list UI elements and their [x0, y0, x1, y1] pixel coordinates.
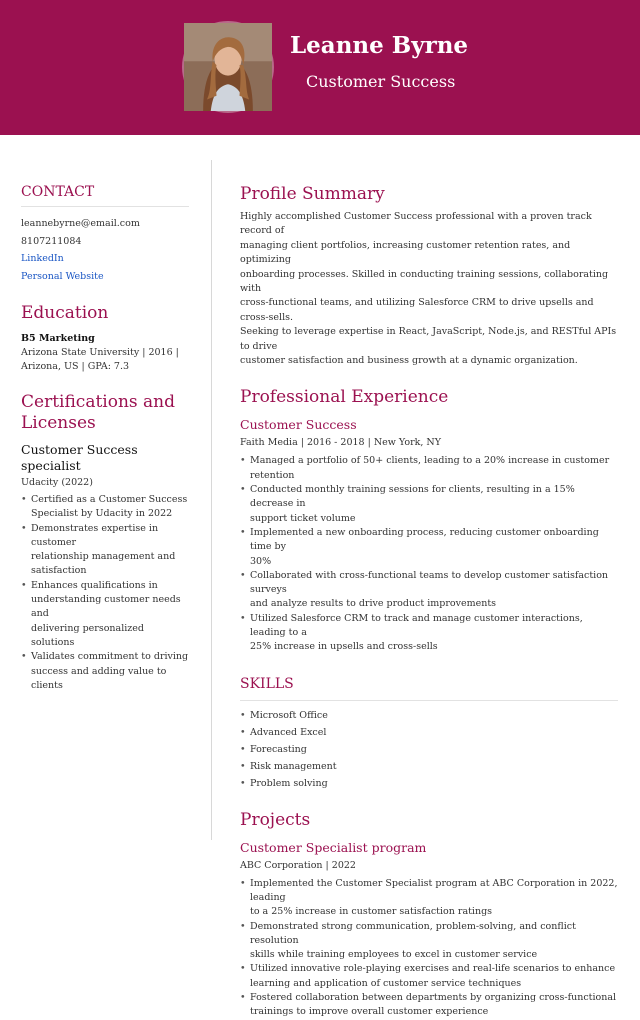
- bullet-line: • Demonstrates expertise in customer: [31, 522, 159, 548]
- bullet-line: Specialist by Udacity in 2022: [31, 508, 173, 520]
- list-item: [240, 991, 618, 1020]
- list-item: [21, 493, 189, 522]
- project-meta: ABC Corporation | 2022: [240, 859, 356, 871]
- bullet-line: relationship management and: [31, 551, 176, 563]
- education-heading: Education: [21, 303, 109, 323]
- certifications-heading-line: Licenses: [21, 413, 96, 433]
- list-item: [240, 526, 618, 569]
- list-item: [240, 569, 618, 612]
- summary-line: Seeking to leverage expertise in React, JavaScript, Node.js, and RESTful APIs to drive: [240, 326, 617, 352]
- certification-title: Customer Success specialist: [21, 442, 138, 473]
- contact-phone: 8107211084: [21, 235, 82, 247]
- bullet-line: 30%: [250, 555, 272, 567]
- certifications-heading-line: Certifications and: [21, 392, 176, 412]
- list-item: [240, 877, 618, 920]
- skills-rule: [240, 700, 618, 701]
- job-meta: Faith Media | 2016 - 2018 | New York, NY: [240, 437, 441, 449]
- summary-line: customer satisfaction and business growth at a dynamic organization.: [240, 355, 578, 367]
- certifications-heading: [21, 392, 189, 434]
- list-item: • Risk management: [240, 758, 618, 775]
- summary-line: Highly accomplished Customer Success professional with a proven track record of: [240, 211, 592, 237]
- bullet-line: skills while training employees to excel in customer service: [250, 949, 538, 961]
- bullet-line: trainings to improve overall customer experience: [250, 1006, 489, 1018]
- contact-email[interactable]: leannebyrne@email.com: [21, 218, 140, 229]
- bullet-line: • Conducted monthly training sessions for clients, resulting in a 15% decrease in: [250, 484, 575, 510]
- profile-photo: [182, 21, 274, 113]
- bullet-line: • Demonstrated strong communication, problem-solving, and conflict resolution: [250, 920, 576, 946]
- contact-heading: CONTACT: [21, 184, 95, 200]
- projects-heading: Projects: [240, 809, 311, 830]
- list-item: [21, 650, 189, 693]
- bullet-line: • Implemented a new onboarding process, reducing customer onboarding time by: [250, 526, 599, 553]
- bullet-line: and analyze results to drive product improvements: [250, 598, 497, 610]
- project-title: Customer Specialist program: [240, 839, 427, 855]
- certification-org: Udacity (2022): [21, 477, 93, 488]
- contact-rule: [21, 206, 189, 207]
- bullet-line: • Utilized innovative role-playing exercises and real-life scenarios to enhance: [250, 963, 616, 975]
- experience-heading: Professional Experience: [240, 387, 449, 408]
- education-detail-line: Arizona State University | 2016 |: [21, 347, 179, 358]
- list-item: • Advanced Excel: [240, 724, 618, 741]
- list-item: [240, 920, 618, 963]
- bullet-line: success and adding value to clients: [31, 665, 167, 691]
- bullet-line: • Validates commitment to driving: [31, 651, 189, 663]
- education-degree: B5 Marketing: [21, 333, 95, 344]
- summary-text: [240, 210, 618, 368]
- job-title: Customer Success: [240, 417, 357, 433]
- bullet-line: • Managed a portfolio of 50+ clients, leading to a 20% increase in customer retention: [250, 455, 610, 481]
- list-item: [240, 612, 618, 655]
- right-column: [240, 183, 618, 1020]
- bullet-line: to a 25% increase in customer satisfaction ratings: [250, 906, 493, 918]
- linkedin-link[interactable]: LinkedIn: [21, 253, 64, 264]
- bullet-line: • Implemented the Customer Specialist program at ABC Corporation in 2022, leading: [250, 877, 618, 903]
- list-item: [21, 522, 189, 579]
- bullet-line: support ticket volume: [250, 512, 356, 524]
- summary-line: onboarding processes. Skilled in conducting training sessions, collaborating with: [240, 268, 609, 295]
- education-detail-line: Arizona, US | GPA: 7.3: [21, 361, 130, 372]
- bullet-line: • Certified as a Customer Success: [31, 494, 188, 505]
- skills-list: [240, 707, 618, 793]
- experience-bullets: [240, 454, 618, 654]
- bullet-line: • Collaborated with cross-functional teams to develop customer satisfaction surveys: [250, 569, 609, 596]
- bullet-line: delivering personalized solutions: [31, 622, 144, 648]
- summary-heading: Profile Summary: [240, 184, 385, 204]
- column-divider: [211, 160, 212, 840]
- certification-bullets: [21, 493, 189, 693]
- skills-heading: SKILLS: [240, 675, 294, 692]
- bullet-line: satisfaction: [31, 565, 87, 577]
- bullet-line: • Enhances qualifications in: [31, 579, 158, 591]
- summary-line: cross-functional teams, and utilizing Salesforce CRM to drive upsells and cross-sells.: [240, 297, 594, 323]
- bullet-line: 25% increase in upsells and cross-sells: [250, 641, 438, 653]
- list-item: [240, 962, 618, 991]
- candidate-role: Customer Success: [306, 72, 456, 91]
- summary-line: managing client portfolios, increasing customer retention rates, and optimizing: [240, 239, 571, 266]
- list-item: • Microsoft Office: [240, 707, 618, 724]
- list-item: [240, 483, 618, 526]
- list-item: • Problem solving: [240, 775, 618, 792]
- resume-header: [0, 0, 640, 135]
- list-item: • Forecasting: [240, 741, 618, 758]
- portrait-image: [184, 23, 272, 111]
- list-item: [21, 579, 189, 650]
- bullet-line: • Utilized Salesforce CRM to track and manage customer interactions, leading to a: [250, 612, 583, 639]
- bullet-line: understanding customer needs and: [31, 594, 181, 620]
- candidate-name: Leanne Byrne: [290, 32, 469, 59]
- list-item: [240, 454, 618, 483]
- project-bullets: [240, 877, 618, 1020]
- bullet-line: learning and application of customer service techniques: [250, 977, 522, 989]
- left-column: [21, 184, 189, 693]
- personal-website-link[interactable]: Personal Website: [21, 270, 104, 282]
- bullet-line: • Fostered collaboration between departments by organizing cross-functional: [250, 992, 617, 1004]
